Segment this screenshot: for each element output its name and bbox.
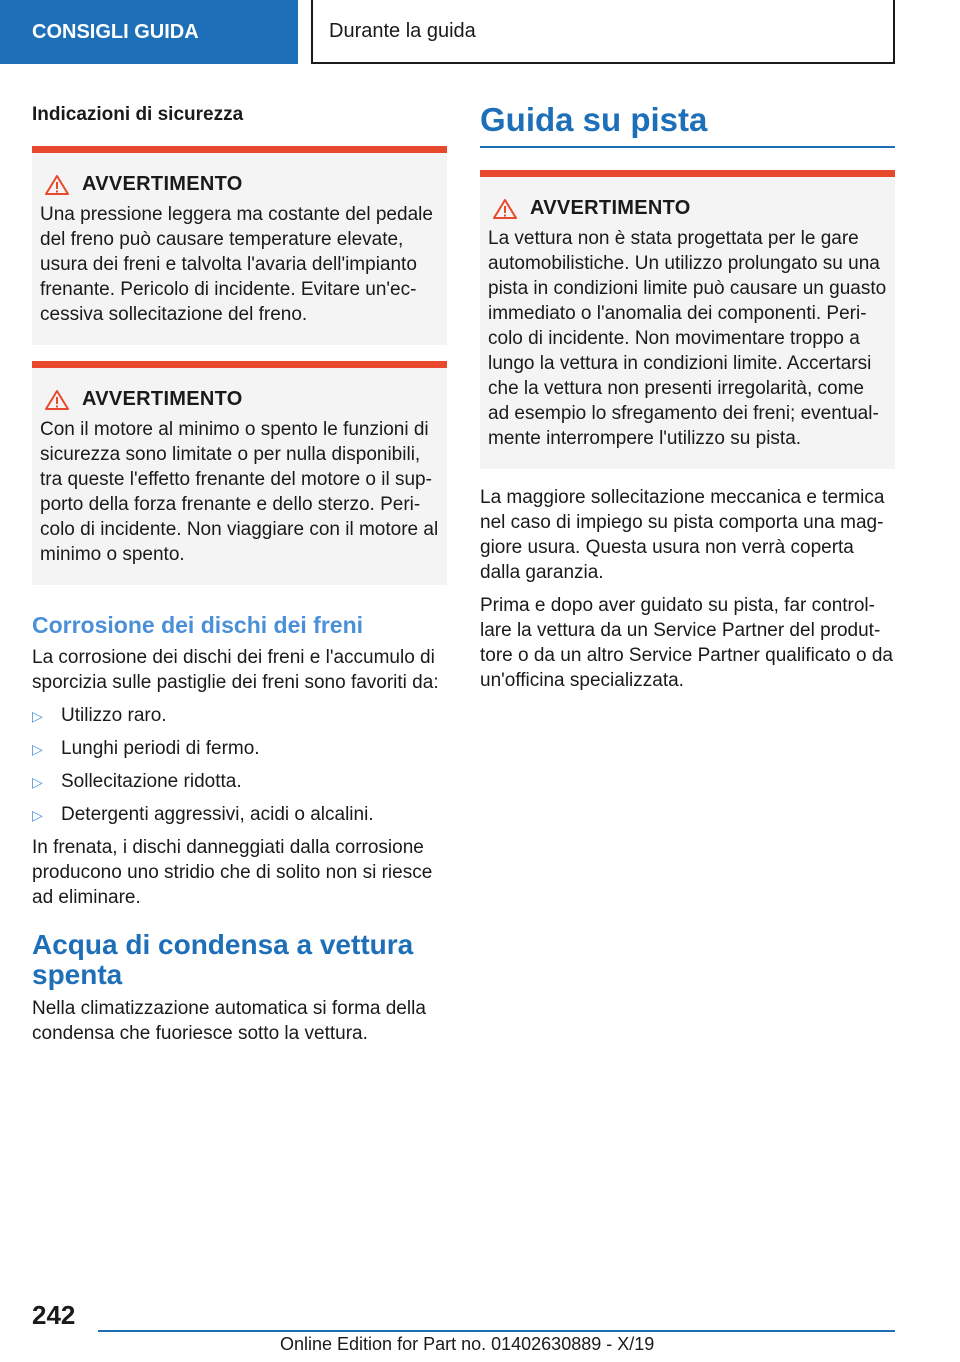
track-paragraph: La maggiore sollecitazione meccanica e termica nel caso di impiego su pista comporta una mag- giore usura. Questa usura non verrà coperta dalla garanzia. bbox=[480, 487, 885, 583]
section-tab[interactable] bbox=[0, 0, 298, 64]
section-title: Guida su pista bbox=[480, 100, 895, 148]
list-item-text: Lunghi periodi di fermo. bbox=[61, 738, 260, 759]
list-item bbox=[32, 703, 447, 729]
warning-box-engine-off bbox=[32, 361, 447, 585]
page-number: 242 bbox=[32, 1300, 76, 1330]
corrosion-bullet-list bbox=[32, 703, 447, 828]
corrosion-heading: Corrosione dei dischi dei freni bbox=[32, 612, 364, 638]
corrosion-intro: La corrosione dei dischi dei freni e l'accumulo di sporcizia sulle pastiglie dei freni sono favoriti da: bbox=[32, 647, 439, 693]
triangle-bullet-icon: ▷ bbox=[32, 807, 43, 823]
warning-header bbox=[40, 173, 439, 196]
track-paragraph: Prima e dopo aver guidato su pista, far control- lare la vettura da un Service Partner del produt- tore o da un altro Service Partner qualificato o da un'officina specializzata. bbox=[480, 595, 893, 691]
list-item-text: Detergenti aggressivi, acidi o alcalini. bbox=[61, 804, 374, 825]
footer-edition: Online Edition for Part no. 01402630889 - X/19 bbox=[280, 1334, 655, 1354]
warning-box-track bbox=[480, 170, 895, 469]
warning-triangle-icon bbox=[492, 198, 518, 220]
corrosion-outro: In frenata, i dischi danneggiati dalla corrosione producono uno stridio che di solito non si riesce ad eliminare. bbox=[32, 837, 433, 908]
warning-title: AVVERTIMENTO bbox=[530, 197, 691, 219]
condensation-text: Nella climatizzazione automatica si forma della condensa che fuoriesce sotto la vettura. bbox=[32, 998, 426, 1044]
warning-text: Con il motore al minimo o spento le funzioni di sicurezza sono limitate o per nulla disponibili, tra queste l'effetto frenante del motore o il sup- porto della forza frenante e dello sterzo. Peri- colo di incidente. Non viaggiare con il motore al minimo o spento. bbox=[40, 419, 439, 565]
section-tab-label: CONSIGLI GUIDA bbox=[32, 20, 199, 43]
warning-triangle-icon bbox=[44, 389, 70, 411]
list-item bbox=[32, 769, 447, 795]
list-item-text: Sollecitazione ridotta. bbox=[61, 771, 242, 792]
warning-box-brake-pressure bbox=[32, 146, 447, 345]
warning-text: Una pressione leggera ma costante del pedale del freno può causare temperature elevate, usura dei freni e talvolta l'avaria dell'impianto frenante. Pericolo di incidente. Evitare un'ec- cessiva sollecitazione del freno. bbox=[40, 204, 433, 325]
triangle-bullet-icon: ▷ bbox=[32, 708, 43, 724]
condensation-heading: Acqua di condensa a vettura spenta bbox=[32, 929, 414, 990]
warning-triangle-icon bbox=[44, 174, 70, 196]
left-column bbox=[32, 100, 447, 1054]
chapter-title-label: Durante la guida bbox=[329, 19, 476, 42]
triangle-bullet-icon: ▷ bbox=[32, 741, 43, 757]
list-item bbox=[32, 736, 447, 762]
warning-header bbox=[40, 388, 439, 411]
chapter-title bbox=[311, 0, 895, 64]
warning-title: AVVERTIMENTO bbox=[82, 388, 243, 410]
warning-header bbox=[488, 197, 887, 220]
list-item bbox=[32, 802, 447, 828]
footer-divider bbox=[98, 1330, 895, 1332]
list-item-text: Utilizzo raro. bbox=[61, 705, 167, 726]
warning-title: AVVERTIMENTO bbox=[82, 173, 243, 195]
triangle-bullet-icon: ▷ bbox=[32, 774, 43, 790]
warning-text: La vettura non è stata progettata per le gare automobilistiche. Un utilizzo prolungato su una pista in condizioni limite può causare un guasto immediato o l'anomalia dei componenti. Peri- colo di incidente. Non movimentare troppo a lungo la vettura in condizioni limite. Accertarsi che la vettura non presenti irregolarità, come ad esempio lo sfregamento dei freni; eventual- mente interrompere l'utilizzo su pista. bbox=[488, 228, 887, 449]
safety-subheading: Indicazioni di sicurezza bbox=[32, 104, 244, 125]
right-column bbox=[480, 100, 895, 701]
